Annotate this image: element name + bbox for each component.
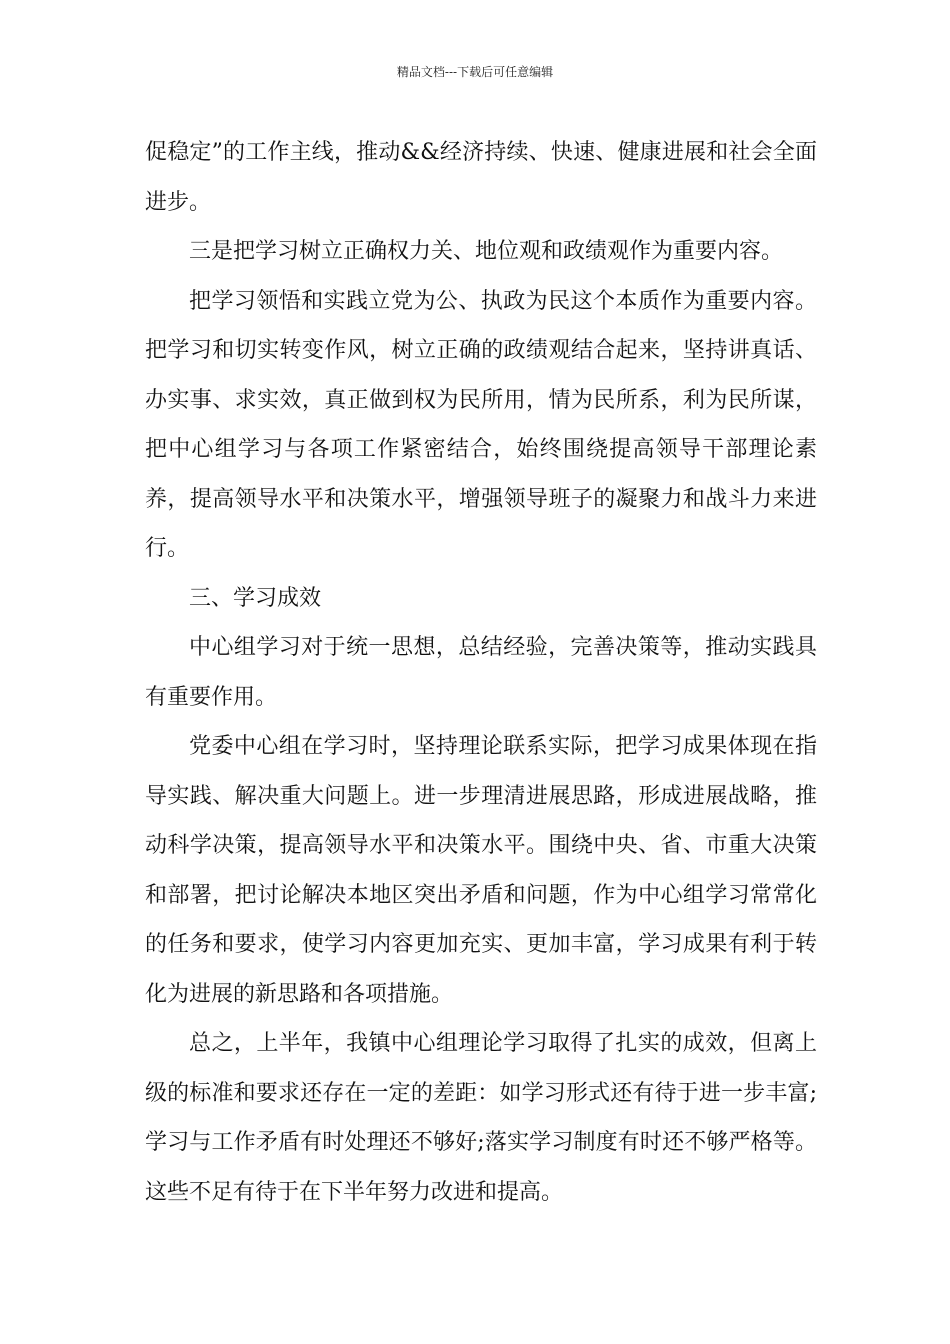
paragraph: 总之，上半年，我镇中心组理论学习取得了扎实的成效，但离上级的标准和要求还存在一定的差距：如学习形式还有待于进一步丰富;学习与工作矛盾有时处理还不够好;落实学习制度有时还不够严格等。这些不足有待于在下半年努力改进和提高。 xyxy=(145,1031,817,1205)
page-header: 精品文档---下载后可任意编辑 xyxy=(396,65,554,79)
paragraph: 促稳定”的工作主线，推动&&经济持续、快速、健康进展和社会全面进步。 xyxy=(145,140,817,215)
section-heading: 三、学习成效 xyxy=(189,585,322,611)
paragraph: 三是把学习树立正确权力关、地位观和政绩观作为重要内容。 xyxy=(189,239,784,264)
document-body xyxy=(145,128,817,1217)
paragraph: 党委中心组在学习时，坚持理论联系实际，把学习成果体现在指导实践、解决重大问题上。进一步理清进展思路，形成进展战略，推动科学决策，提高领导水平和决策水平。围绕中央、省、市重大决策和部署，把讨论解决本地区突出矛盾和问题，作为中心组学习常常化的任务和要求，使学习内容更加充实、更加丰富，学习成果有利于转化为进展的新思路和各项措施。 xyxy=(145,734,817,1007)
paragraph: 把学习领悟和实践立党为公、执政为民这个本质作为重要内容。把学习和切实转变作风，树立正确的政绩观结合起来，坚持讲真话、办实事、求实效，真正做到权为民所用，情为民所系，利为民所谋，把中心组学习与各项工作紧密结合，始终围绕提高领导干部理论素养，提高领导水平和决策水平，增强领导班子的凝聚力和战斗力来进行。 xyxy=(145,288,817,561)
paragraph: 中心组学习对于统一思想，总结经验，完善决策等，推动实践具有重要作用。 xyxy=(145,635,817,710)
